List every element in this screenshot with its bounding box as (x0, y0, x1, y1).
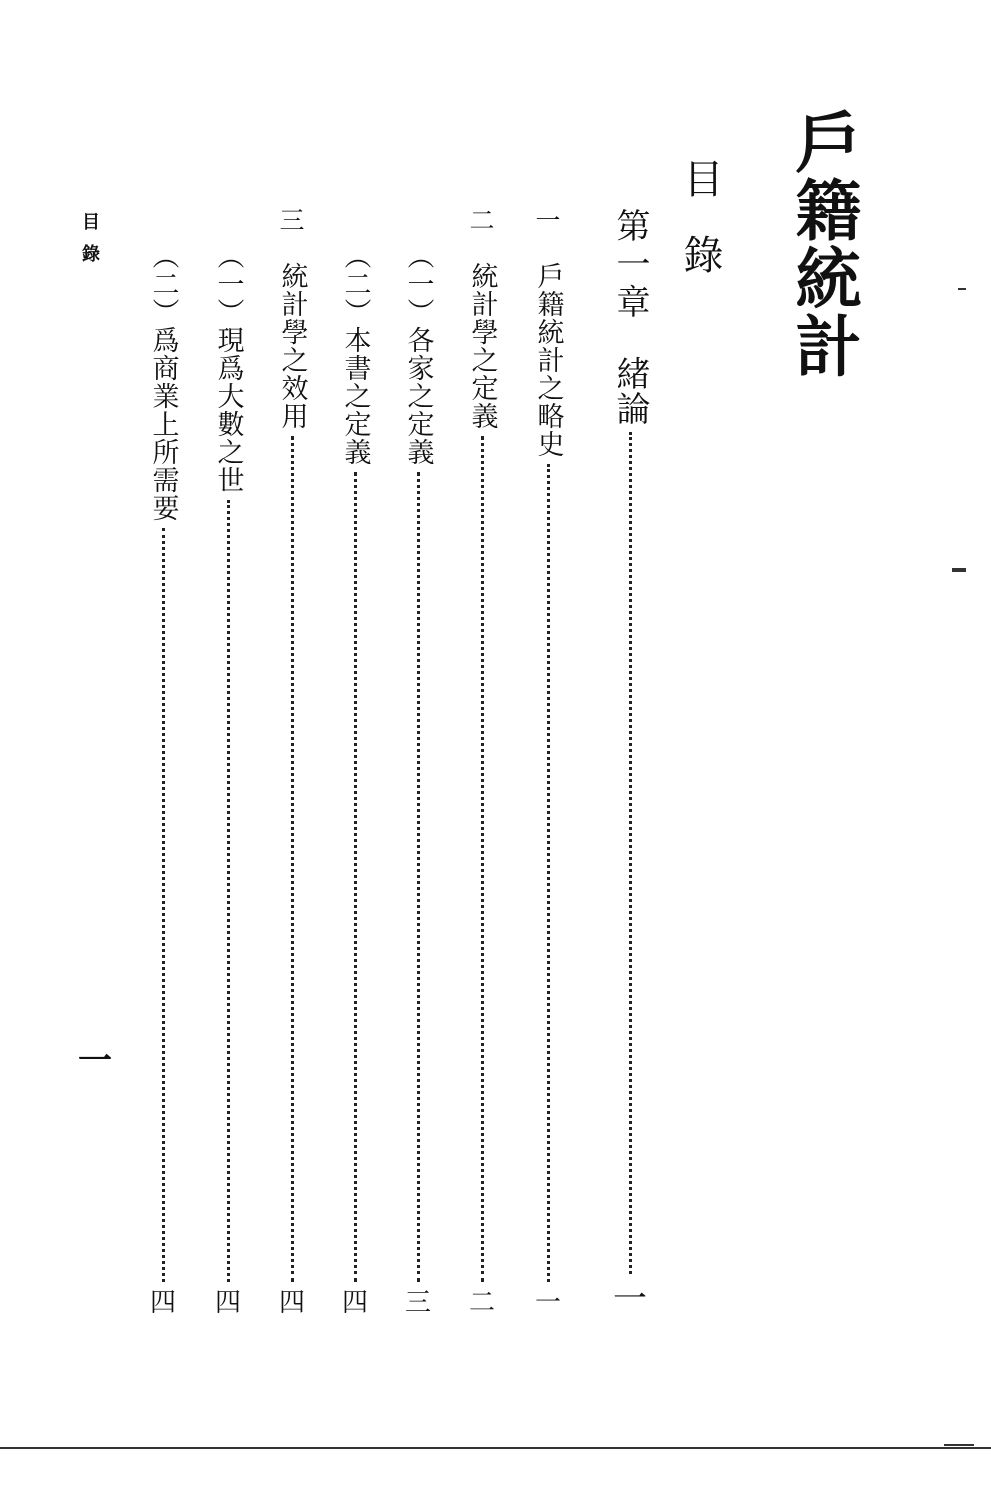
leader-dots (227, 500, 230, 1282)
toc-entry-page: 二 (468, 1288, 495, 1318)
toc-entry-title: 統計學之定義 (466, 262, 498, 430)
toc-entry-title: 統計學之效用 (276, 262, 308, 430)
running-head: 目錄 (79, 212, 100, 276)
toc-entry (335, 208, 375, 1316)
toc-entry-page: 四 (149, 1288, 176, 1318)
leader-dots (629, 432, 632, 1274)
bottom-rule (0, 1447, 991, 1449)
toc-heading: 目錄 (677, 158, 723, 310)
toc-entry-page: 四 (278, 1288, 305, 1318)
leader-dots (354, 472, 357, 1282)
toc-entry (462, 208, 502, 1316)
leader-dots (162, 528, 165, 1282)
book-title: 戶籍統計 (784, 108, 862, 380)
toc-entry (528, 208, 568, 1316)
toc-entry-page: 三 (404, 1288, 431, 1318)
scan-speck (958, 288, 966, 290)
toc-entry (272, 208, 312, 1316)
toc-entry-title: ︵一︶各家之定義 (402, 242, 434, 466)
toc-entry-number: 二 (469, 206, 495, 235)
toc-entry-page: 一 (613, 1279, 647, 1319)
toc-entry-title: 緒論 (610, 356, 650, 426)
toc-entry (610, 208, 650, 1319)
scan-speck (944, 1444, 974, 1446)
toc-entry-number: 一 (535, 206, 561, 235)
toc-entry-number: 三 (279, 206, 305, 235)
toc-entry-page: 一 (534, 1288, 561, 1318)
toc-entry-title: ︵一︶現爲大數之世 (212, 242, 244, 494)
page-number: 一 (78, 1041, 112, 1081)
scan-speck (952, 568, 966, 572)
leader-dots (291, 436, 294, 1282)
leader-dots (417, 472, 420, 1282)
leader-dots (481, 436, 484, 1282)
toc-entry (143, 208, 183, 1316)
toc-entry-page: 四 (214, 1288, 241, 1318)
toc-entry (208, 208, 248, 1316)
toc-entry-page: 四 (341, 1288, 368, 1318)
toc-entry-number: 第一章 (610, 208, 650, 322)
toc-entry-title: ︵二︶本書之定義 (339, 242, 371, 466)
toc-entry (398, 208, 438, 1316)
leader-dots (547, 464, 550, 1282)
toc-entry-title: 戶籍統計之略史 (532, 262, 564, 458)
toc-entry-title: ︵二︶爲商業上所需要 (147, 242, 179, 522)
